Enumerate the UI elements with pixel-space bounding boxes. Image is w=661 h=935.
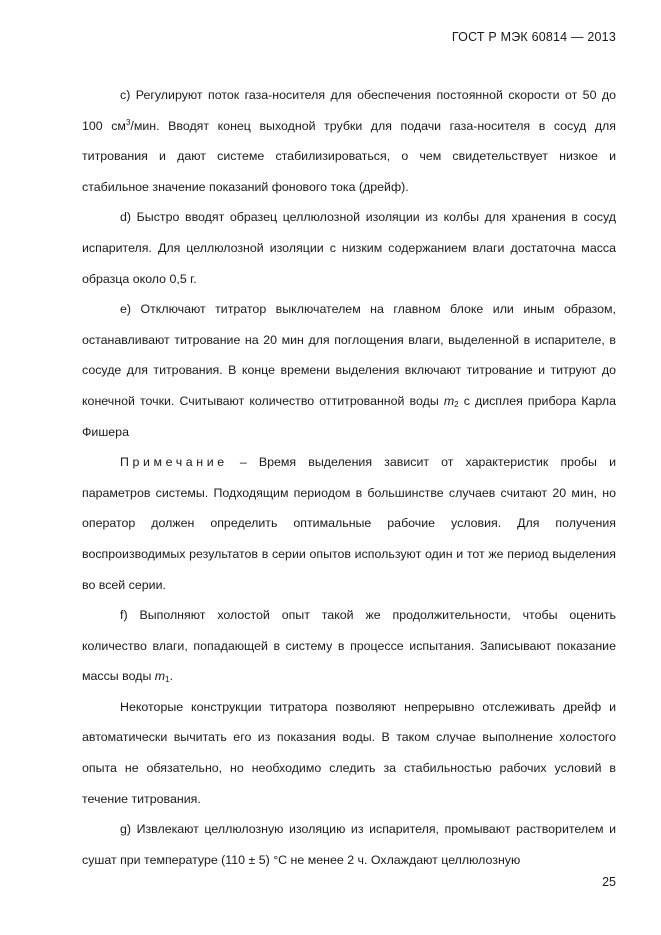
paragraph-f-text-1: f) Выполняют холостой опыт такой же продолжительности, чтобы оценить количество влаги, попадающей в систему в процессе испытания. Записывают показание массы воды — [82, 608, 616, 684]
paragraph-d: d) Быстро вводят образец целлюлозной изоляции из колбы для хранения в сосуд испарителя. Для целлюлозной изоляции с низким содержанием влаги достаточна масса образца около 0,5 г. — [82, 210, 616, 286]
paragraph-c-text-2: /мин. Вводят конец выходной трубки для подачи газа-носителя в сосуд для титрования и дают системе стабилизироваться, о чем свидетельствует низкое и стабильное значение показаний фонового тока (дрейф). — [82, 118, 616, 194]
page-body — [82, 80, 616, 875]
paragraph-drift: Некоторые конструкции титратора позволяют непрерывно отслеживать дрейф и автоматически вычитать его из показания воды. В таком случае выполнение холостого опыта не обязательно, но необходимо следить за стабильностью рабочих условий в течение титрования. — [82, 699, 616, 806]
paragraph-e-text-1: e) Отключают титратор выключателем на главном блоке или иным образом, останавливают титрование на 20 мин для поглощения влаги, выделенной в испарителе, в сосуде для титрования. В конце времени выделения включают титрование и титруют до конечной точки. Считывают количество оттитрованной воды — [82, 302, 616, 408]
note-paragraph — [82, 447, 616, 600]
note-text: – Время выделения зависит от характеристик пробы и параметров системы. Подходящим периодом в большинстве случаев считают 20 мин, но оператор должен определить оптимальные рабочие условия. Для получения воспроизводимых результатов в серии опытов используют один и тот же период выделения во всей серии. — [82, 455, 616, 592]
paragraph-e — [82, 294, 616, 447]
subscript-1: 1 — [165, 675, 170, 685]
variable-m2: m — [443, 393, 455, 408]
paragraph-e-text-2: с дисплея прибора Карла Фишера — [82, 393, 617, 439]
paragraph-c — [82, 80, 616, 202]
document-header: ГОСТ Р МЭК 60814 — 2013 — [451, 30, 616, 44]
superscript-3: 3 — [125, 117, 131, 127]
paragraph-f-text-2: . — [169, 669, 174, 684]
subscript-2: 2 — [454, 399, 459, 409]
paragraph-f — [82, 600, 616, 692]
note-label: Примечание — [120, 455, 228, 470]
variable-m1: m — [154, 669, 166, 684]
paragraph-c-text-1: c) Регулируют поток газа-носителя для обеспечения постоянной скорости от 50 до 100 см — [82, 88, 616, 133]
page-number: 25 — [602, 875, 616, 889]
paragraph-g: g) Извлекают целлюлозную изоляцию из испарителя, промывают растворителем и сушат при температуре (110 ± 5) °С не менее 2 ч. Охлаждают целлюлозную — [82, 822, 616, 867]
